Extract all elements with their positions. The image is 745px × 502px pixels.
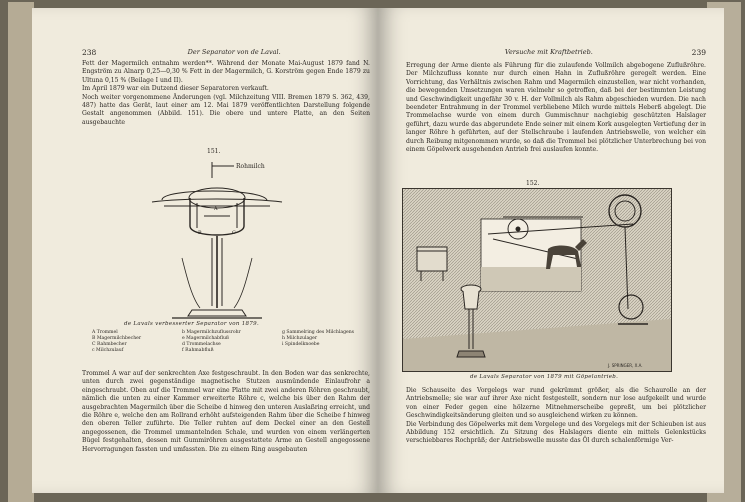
- body-text: Fett der Magermilch entnahm werden**. Während der Monate Mai-August 1879 fand N. Engström zu Alnarp 0,25—0,30 % Fett in der Magermilch, G. Korström gegen Ende 1879 zu Ultuna 0,15 % (Beilage I und II). Im April 1879 war ein Dutzend dieser Separatoren verkauft. Noch weiter vorgenommene Änderungen (vgl. Milchzeitung VIII. Bremen 1879 S. 362, 439, 487) hatte das Gerät, laut einer am 12. Mai 1879 veröffentlichten Darstellung folgende Gestalt angenommen (Abbild. 151). Die obere und untere Platte, an den Seiten ausgebauchte: [82, 60, 370, 126]
- book-spread: [8, 2, 741, 496]
- engraving-illustration: [402, 188, 672, 372]
- legend-item: g Sammelring des Milchlagens: [282, 330, 355, 335]
- right-page: [378, 8, 724, 493]
- paragraph: [406, 387, 706, 446]
- figure-caption: de Lavals Separator von 1879 mit Göpelantrieb.: [470, 374, 619, 380]
- paragraph: [82, 370, 370, 454]
- figure-caption: de Lavals verbesserter Separator von 1879.: [124, 321, 259, 327]
- figure-number: 152.: [526, 180, 540, 187]
- left-page-header: [82, 48, 372, 57]
- svg-text:A: A: [214, 206, 218, 212]
- legend-item: [282, 348, 378, 354]
- legend-item: B Magermilchbecher: [92, 336, 142, 341]
- legend-item: d Trommelachse: [182, 342, 221, 347]
- legend-item: h Milchzulager: [282, 336, 318, 341]
- body-text: Erregung der Arme diente als Führung für die zulaufende Vollmilch abgebogene Zuflußröhre. Der Milchzufluss konnte nur durch einen Hahn in Zuflußröhre geregelt werden. Eine Vorrichtung, das Verhältnis zwischen Rahm und Magermilch einzustellen, war nicht vorhanden, die bewegenden Umsetzungen waren vielmehr so getroffen, daß bei der bestimmten Leistung und Geschwindigkeit ungefähr 30 v. H. der Vollmilch als Rahm abgeschieden wurden. Die nach beendeter Entrahmung in der Trommel verbliebene Milch wurde mittels Heberß abgelegt. Die Trommelachse wurde von einem durch Gummischnur nachgiebig geschützten Halslager geführt, dazu wurde das abgerundete Ende seiner mit einem Kork ausgelegten Vertiefung der in langer Röhre h geführten, auf der Stellschraube i laufenden Antriebswelle, von welcher ein durch Reibung mitgenommen wurde, so daß die Trommel bei plötzlicher Unterbrechung bei von einem Göpelwerk ausgehenden Antrieb frei auslaufen konnte.: [406, 62, 706, 154]
- paragraph: [406, 62, 706, 154]
- legend-item: c Milchzulauf: [92, 348, 124, 353]
- body-text: Die Schauseite des Vorgelegs war rund gekrümmt größer, als die Schaurolle an der Antriebsmelle; sie war auf ihrer Axe nicht festgestellt, sondern nur lose aufgekeilt und wurde von einer Feder gegen eine hölzerne Mitnehmerscheibe gepreßt, um bei plötzlicher Geschwindigkeitsänderung gleiten und so ausgleichend wirken zu können. Die Verbindung des Göpelwerks mit dem Vorgelege und des Vorgelegs mit der Schieuben ist aus Abbildung 152 ersichtlich. Zu Sitzung des Halslagers diente ein mittels Gelenkstücks verschiebbares Rochpräß; der Antriebswelle musste das Öl durch schalenförmige Ver-: [406, 387, 706, 445]
- book-cover-left: [8, 2, 34, 502]
- figure-legend: [92, 330, 378, 354]
- left-page: [32, 8, 378, 493]
- legend-item: A Trommel: [92, 330, 118, 335]
- page-number: 238: [82, 48, 97, 57]
- figure-label: Rohmilch: [236, 163, 265, 170]
- paragraph: [82, 60, 370, 127]
- figure-number: 151.: [207, 148, 221, 155]
- svg-text:B: B: [198, 230, 202, 236]
- running-title: Versuche mit Kraftbetrieb.: [504, 48, 593, 56]
- legend-item: b Magermilchzuflussrohr: [182, 330, 241, 335]
- svg-text:C: C: [232, 230, 236, 236]
- body-text: Trommel A war auf der senkrechten Axe festgeschraubt. In den Boden war das senkrechte, unten durch zwei gegenständige magnetische Stutzen ausmündende Einlaufrohr a eingeschraubt. Oben auf die Trommel war eine Platte mit zwei anderen Röhren geschraubt, nämlich die unten zu einer Kammer erweiterte Röhre c, welche bis über den Rahm der ausgebrachten Magermilch über die Scheibe d hinweg den unteren Auslaßring erreicht, und die Röhre e, welche den am Rollrand erhöht aufsteigenden Rahm über die Scheibe f hinweg den oberen Teller zuführte. Die Teller ruhten auf dem Deckel einer an den Gestell angegossenen, die Trommel ummantelnden Schale, und wurden von einem verlängerten Bügel festgehalten, dessen mit Gummiröhren ausgestattete Arme an Gestell angegossene Hervorragungen fassten und umfassten. Die zu einem Ring ausgebauten: [82, 370, 370, 453]
- right-page-header: [406, 48, 706, 57]
- engraver-signature: J. SPRINGER, X.A.: [608, 363, 643, 368]
- legend-item: f Rahmabfluß: [182, 348, 214, 353]
- page-number: 239: [691, 48, 706, 57]
- separator-illustration: [142, 158, 292, 328]
- legend-item: i Spindelknoebe: [282, 342, 320, 347]
- legend-item: C Rahmbecher: [92, 342, 127, 347]
- legend-item: e Magermilchabfluß: [182, 336, 230, 341]
- running-title: Der Separator von de Laval.: [187, 48, 281, 56]
